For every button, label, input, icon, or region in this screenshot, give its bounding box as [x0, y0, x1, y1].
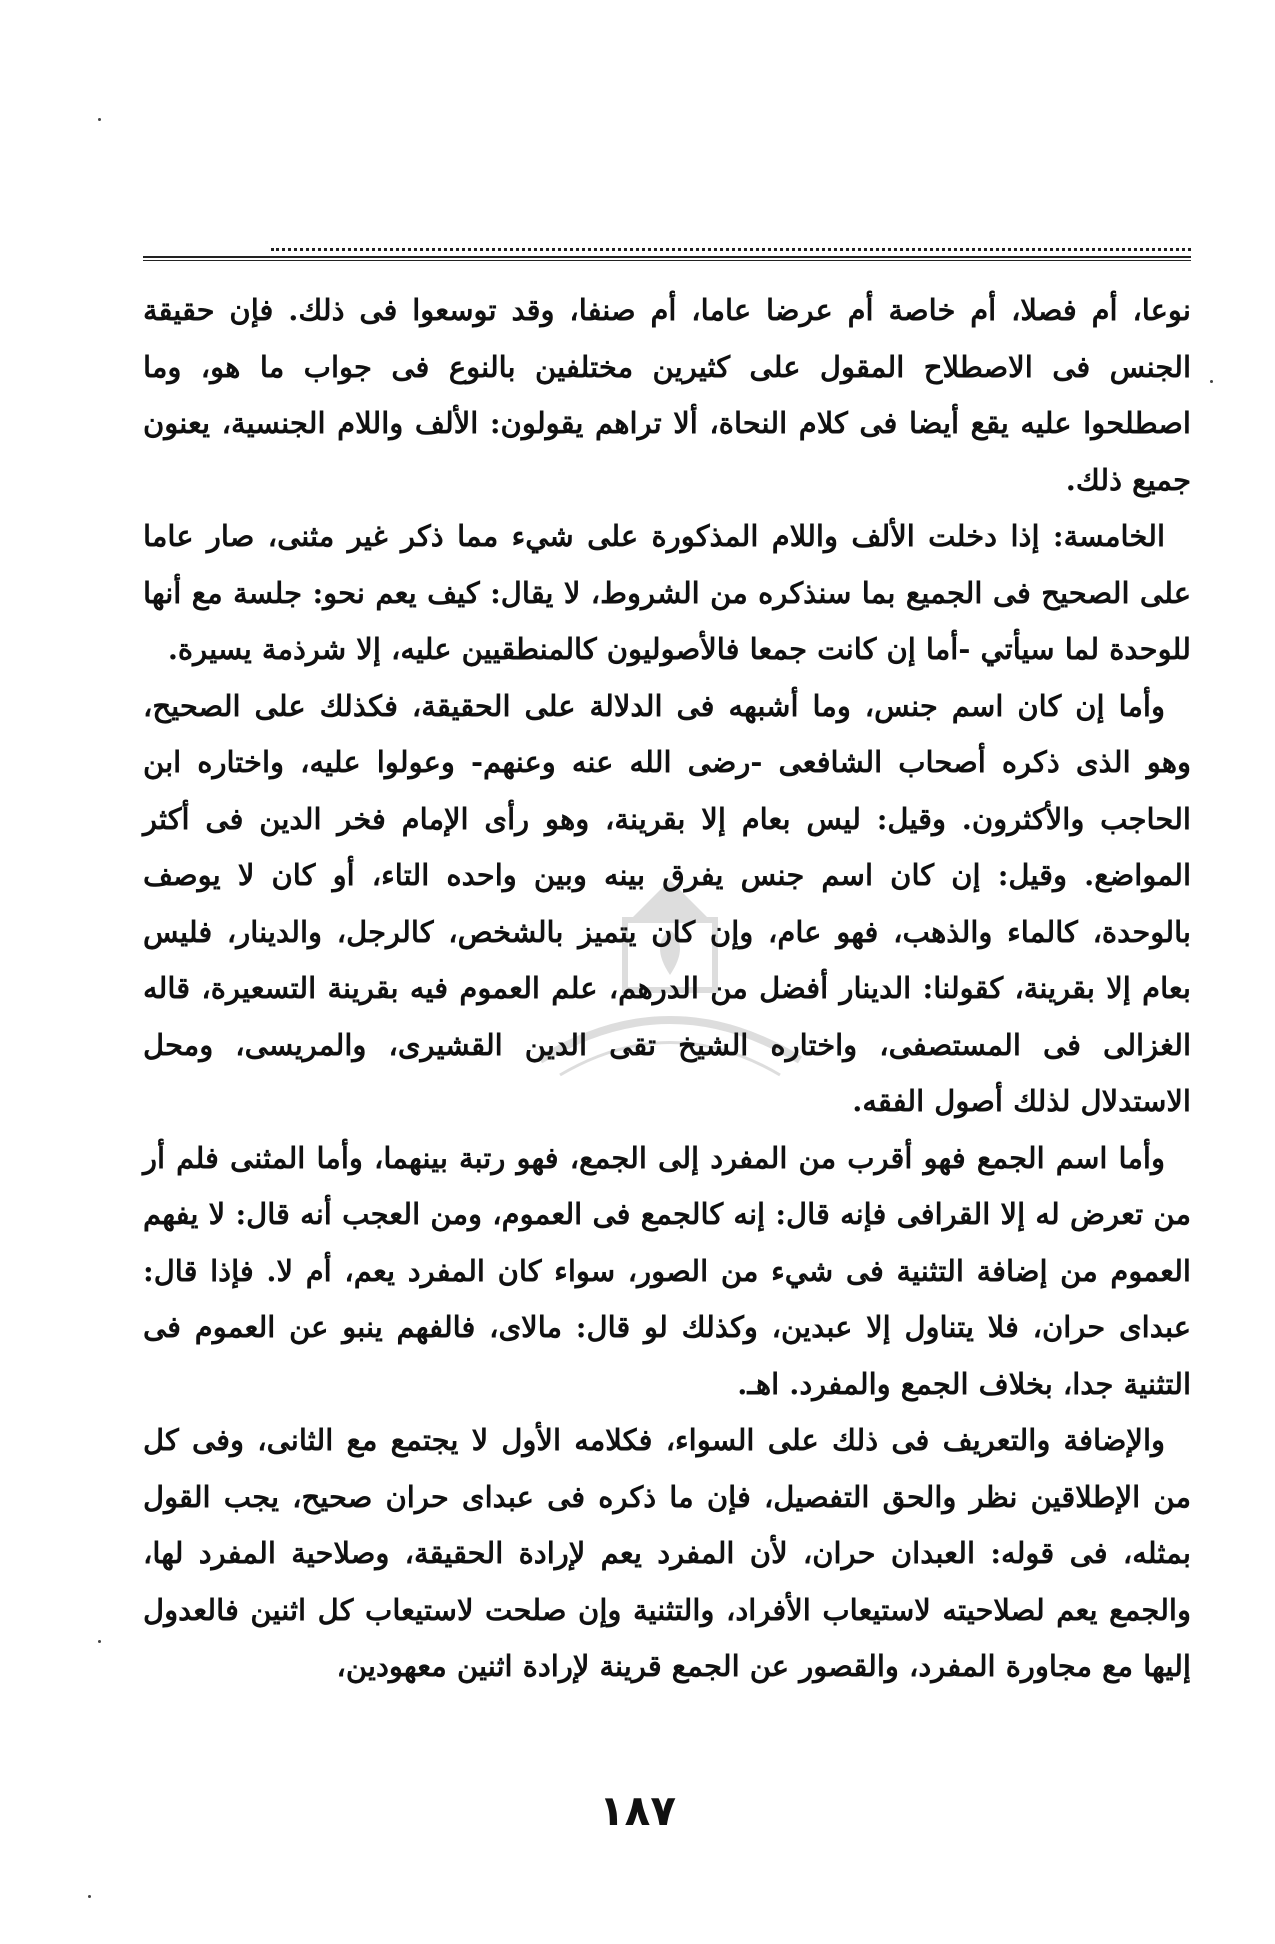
- header-rule: [143, 248, 1191, 262]
- page-number: ١٨٧: [599, 1786, 676, 1835]
- body-text: [143, 282, 1191, 1695]
- scan-speck: [88, 1895, 91, 1898]
- paragraph-lead: الخامسة:: [1039, 519, 1166, 553]
- paragraph-text: نوعا، أم فصلا، أم خاصة أم عرضا عاما، أم صنفا، وقد توسعوا فى ذلك. فإن حقيقة الجنس فى الاصطلاح المقول على كثيرين مختلفين بالنوع فى جواب ما هو، وما اصطلحوا عليه يقع أيضا فى كلام النحاة، ألا تراهم يقولون: الألف واللام الجنسية، يعنون جميع ذلك.: [143, 293, 1191, 497]
- paragraph-text: إذا دخلت الألف واللام المذكورة على شيء مما ذكر غير مثنى، صار عاما على الصحيح فى الجميع بما سنذكره من الشروط، لا يقال: كيف يعم نحو: جلسة مع أنها للوحدة لما سيأتي -أما إن كانت جمعا فالأصوليون كالمنطقيين عليه، إلا شرذمة يسيرة.: [143, 519, 1191, 666]
- header-double-line-top: [143, 256, 1191, 258]
- header-dotted-line: [271, 248, 1191, 255]
- paragraph-text: وأما إن كان اسم جنس، وما أشبهه فى الدلالة على الحقيقة، فكذلك على الصحيح، وهو الذى ذكره أصحاب الشافعى -رضى الله عنه وعنهم- وعولوا عليه، واختاره ابن الحاجب والأكثرون. وقيل: ليس بعام إلا بقرينة، وهو رأى الإمام فخر الدين فى أكثر المواضع. وقيل: إن كان اسم جنس يفرق بينه وبين واحده التاء، أو كان لا يوصف بالوحدة، كالماء والذهب، فهو عام، وإن كان يتميز بالشخص، كالرجل، والدينار، فليس بعام إلا بقرينة، كقولنا: الدينار أفضل من الدرهم، علم العموم فيه بقرينة التسعيرة، قاله الغزالى فى المستصفى، واختاره الشيخ تقى الدين القشيرى، والمريسى، ومحل الاستدلال لذلك أصول الفقه.: [143, 688, 1191, 1118]
- scan-speck: [1210, 380, 1213, 383]
- scan-speck: [98, 118, 101, 121]
- scan-speck: [98, 1640, 101, 1643]
- paragraph-3: [143, 678, 1191, 1130]
- paragraph-2: [143, 508, 1191, 678]
- paragraph-1: [143, 282, 1191, 508]
- paragraph-5: [143, 1412, 1191, 1695]
- paragraph-4: [143, 1130, 1191, 1413]
- header-double-line-bottom: [143, 260, 1191, 261]
- paragraph-text: وأما اسم الجمع فهو أقرب من المفرد إلى الجمع، فهو رتبة بينهما، وأما المثنى فلم أر من تعرض له إلا القرافى فإنه قال: إنه كالجمع فى العموم، ومن العجب أنه قال: لا يفهم العموم من إضافة التثنية فى شيء من الصور، سواء كان المفرد يعم، أم لا. فإذا قال: عبداى حران، فلا يتناول إلا عبدين، وكذلك لو قال: مالاى، فالفهم ينبو عن العموم فى التثنية جدا، بخلاف الجمع والمفرد. اهـ.: [143, 1140, 1191, 1401]
- paragraph-text: والإضافة والتعريف فى ذلك على السواء، فكلامه الأول لا يجتمع مع الثانى، وفى كل من الإطلاقين نظر والحق التفصيل، فإن ما ذكره فى عبداى حران صحيح، يجب القول بمثله، فى قوله: العبدان حران، لأن المفرد يعم لإرادة الحقيقة، وصلاحية المفرد لها، والجمع يعم لصلاحيته لاستيعاب الأفراد، والتثنية وإن صلحت لاستيعاب كل اثنين فالعدول إليها مع مجاورة المفرد، والقصور عن الجمع قرينة لإرادة اثنين معهودين،: [143, 1423, 1191, 1683]
